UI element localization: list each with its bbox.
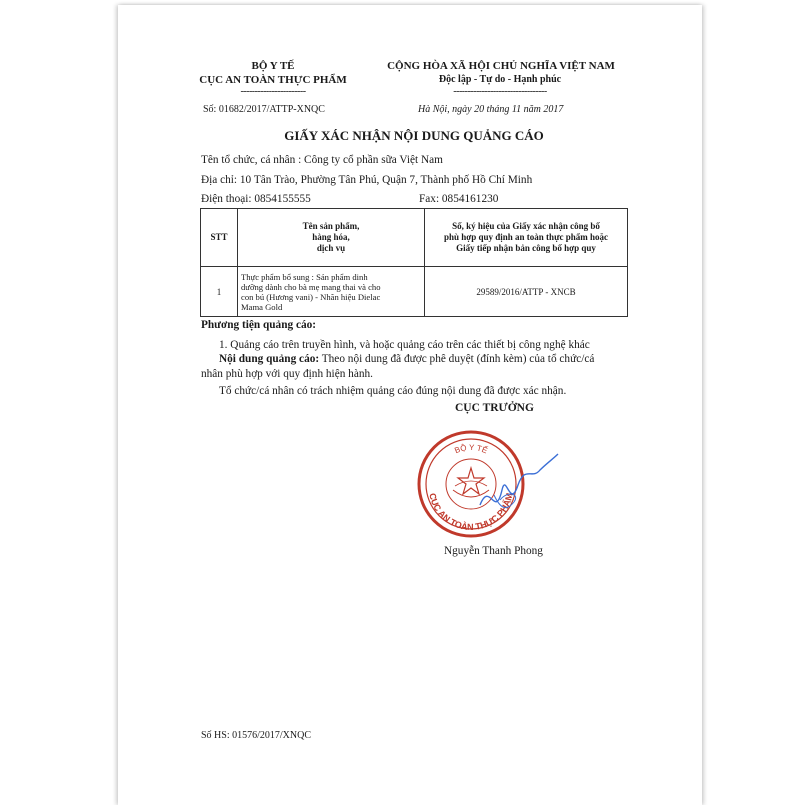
table-header-row [201,209,628,267]
header-product-line: Tên sản phẩm, [302,221,360,231]
place-date: Hà Nội, ngày 20 tháng 11 năm 2017 [418,104,564,115]
left-rule: ----------------------- [240,86,306,97]
org-line: Tên tổ chức, cá nhân : Công ty cổ phần sữa Việt Nam [201,154,443,166]
header-product-line: dịch vụ [316,243,346,253]
document-title: GIẤY XÁC NHẬN NỘI DUNG QUẢNG CÁO [284,128,544,143]
content-text: Theo nội dung đã được phê duyệt (đính kèm) của tổ chức/cá [319,353,595,365]
row-product-line: Mama Gold [241,301,283,312]
republic-title: CỘNG HÒA XÃ HỘI CHỦ NGHĨA VIỆT NAM [387,60,615,72]
row-product-line: con bú (Hương vani) - Nhãn hiệu Dielac [241,291,381,302]
header-cert-line: Giấy tiếp nhận bản công bố hợp quy [456,243,596,253]
stamp-top-text: BỘ Y TẾ [453,442,489,456]
address-line: Địa chỉ: 10 Tân Trào, Phường Tân Phú, Quận 7, Thành phố Hồ Chí Minh [201,174,533,186]
content-line-2: nhân phù hợp với quy định hiện hành. [201,368,373,380]
media-item: 1. Quảng cáo trên truyền hình, và hoặc quảng cáo trên các thiết bị công nghệ khác [219,339,590,351]
motto: Độc lập - Tự do - Hạnh phúc [438,74,562,85]
table-row [201,267,628,317]
header-stt: STT [201,209,238,267]
header-product [238,209,425,267]
media-heading: Phương tiện quảng cáo: [201,319,317,331]
row-cert: 29589/2016/ATTP - XNCB [425,267,628,317]
document-page [118,5,702,805]
header-cert-line: phù hợp quy định an toàn thực phẩm hoặc [444,232,608,242]
signer-title: CỤC TRƯỞNG [455,402,534,414]
fax-line: Fax: 0854161230 [419,193,499,205]
content-line [219,353,594,365]
hs-number: Số HS: 01576/2017/XNQC [201,730,312,741]
product-table [200,208,628,317]
right-rule: --------------------------------- [453,86,547,97]
row-product-line: Thực phẩm bổ sung : Sản phẩm dinh [241,271,368,282]
responsibility-line: Tổ chức/cá nhân có trách nhiệm quảng cáo đúng nội dung đã được xác nhận. [219,385,567,397]
row-product-line: dưỡng dành cho bà mẹ mang thai và cho [241,281,381,292]
header-cert-line: Số, ký hiệu của Giấy xác nhận công bố [452,221,600,231]
row-stt: 1 [201,267,238,317]
header-product-line: hàng hóa, [312,232,350,242]
content-label: Nội dung quảng cáo: [219,353,320,365]
stamp-ring-text: CỤC AN TOÀN THỰC PHẨM [427,492,515,533]
doc-number: Số: 01682/2017/ATTP-XNQC [203,104,325,115]
phone-line: Điện thoại: 0854155555 [201,193,311,205]
agency-name: CỤC AN TOÀN THỰC PHẨM [199,74,347,86]
handwritten-signature [470,450,560,530]
signer-name: Nguyễn Thanh Phong [444,545,543,557]
row-product [238,267,425,317]
header-cert [425,209,628,267]
ministry-name: BỘ Y TẾ [251,60,295,72]
